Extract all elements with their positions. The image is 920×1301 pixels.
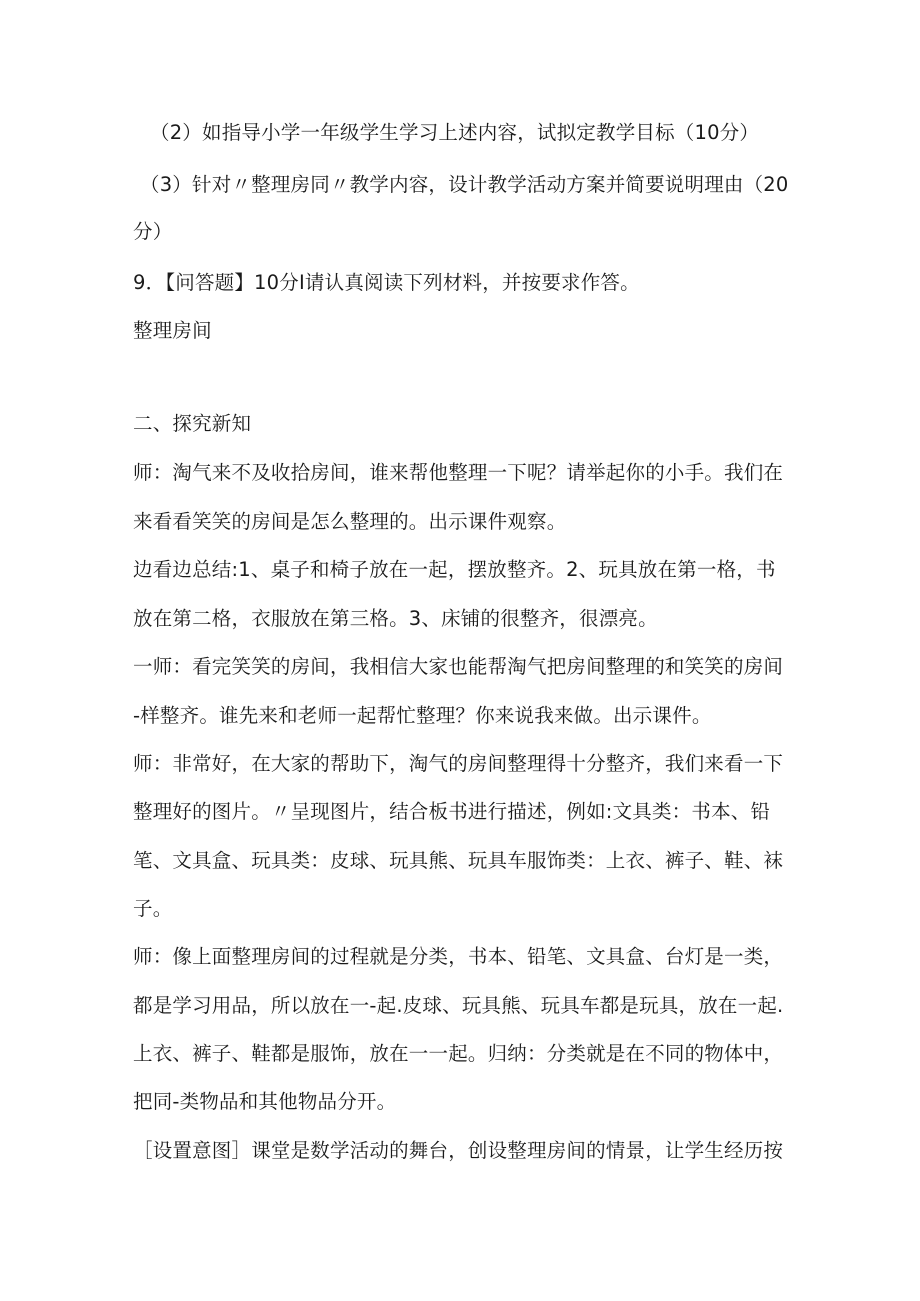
section-heading: 二、探究新知 bbox=[133, 412, 252, 435]
question-3-line: （3）针对〃整理房同〃教学内容，设计教学活动方案并简要说明理由（20 bbox=[140, 173, 789, 196]
paragraph-line: 师：像上面整理房间的过程就是分类，书本、铅笔、文具盒、台灯是一类， bbox=[133, 945, 784, 968]
paragraph-line: 边看边总结:1、桌子和椅子放在一起，摆放整齐。2、玩具放在第一格，书 bbox=[133, 558, 776, 581]
paragraph-line: 都是学习用品，所以放在一-起.皮球、玩具熊、玩具车都是玩具，放在一起. bbox=[133, 994, 784, 1017]
paragraph-line: 子。 bbox=[133, 897, 173, 920]
material-title: 整理房间 bbox=[133, 319, 212, 342]
paragraph-line: 师：非常好，在大家的帮助下，淘气的房间整理得十分整齐，我们来看一下 bbox=[133, 752, 784, 775]
paragraph-line: 师：淘气来不及收拾房间，谁来帮他整理一下呢？请举起你的小手。我们在 bbox=[133, 461, 784, 484]
question-3-continuation: 分） bbox=[133, 220, 173, 243]
paragraph-line: 整理好的图片。〃呈现图片，结合板书进行描述，例如:文具类：书本、铅 bbox=[133, 800, 771, 823]
question-9-heading: 9．【问答题】10分I请认真阅读下列材料，并按要求作答。 bbox=[133, 271, 640, 294]
paragraph-line: 一师：看完笑笑的房间，我相信大家也能帮淘气把房间整理的和笑笑的房间 bbox=[133, 655, 784, 678]
paragraph-line: 放在第二格，衣服放在第三格。3、床铺的很整齐，很漂亮。 bbox=[133, 607, 658, 630]
paragraph-line: -样整齐。谁先来和老师一起帮忙整理？你来说我来做。出示课件。 bbox=[133, 704, 712, 727]
paragraph-line: 上衣、裤子、鞋都是服饰，放在一一起。归纳：分类就是在不同的物体中， bbox=[133, 1042, 784, 1065]
paragraph-line: 把同-类物品和其他物品分开。 bbox=[133, 1090, 397, 1113]
paragraph-line: 来看看笑笑的房间是怎么整理的。出示课件观察。 bbox=[133, 510, 567, 533]
paragraph-line: ［设置意图］课堂是数学活动的舞台，创设整理房间的情景，让学生经历按 bbox=[133, 1139, 784, 1162]
question-2-line: （2）如指导小学一年级学生学习上述内容，试拟定教学目标（10分） bbox=[150, 121, 760, 144]
paragraph-line: 笔、文具盒、玩具类：皮球、玩具熊、玩具车服饰类：上衣、裤子、鞋、袜 bbox=[133, 849, 784, 872]
